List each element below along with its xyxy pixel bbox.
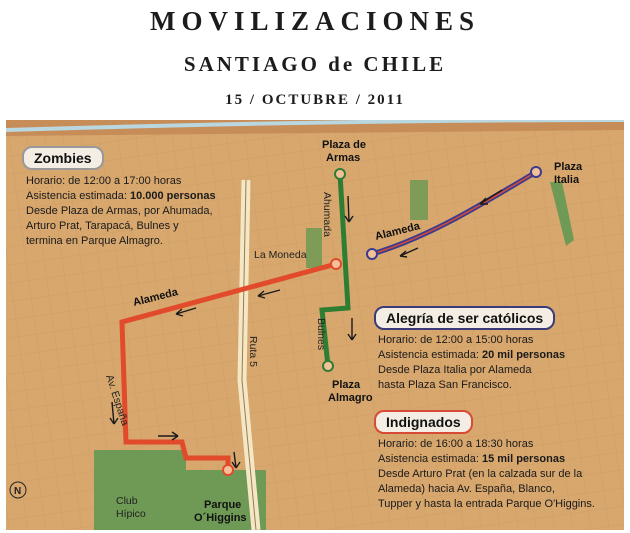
catolicos-route-2: hasta Plaza San Francisco. <box>378 379 512 391</box>
zombies-route-2: Arturo Prat, Tarapacá, Bulnes y <box>26 220 179 232</box>
label-plaza-armas: Plaza de Armas <box>322 139 367 164</box>
indignados-attendance: Asistencia estimada: 15 mil personas <box>378 453 566 465</box>
plaza-italia-marker <box>531 167 541 177</box>
indignados-route-3: Tupper y hasta la entrada Parque O'Higgins. <box>378 498 595 510</box>
catolicos-end-marker <box>367 249 377 259</box>
subtitle-city: SANTIAGO de CHILE <box>183 52 447 76</box>
label-plaza-almagro: Plaza Almagro <box>328 379 373 404</box>
zombies-route-1: Desde Plaza de Armas, por Ahumada, <box>26 205 213 217</box>
zombies-title: Zombies <box>22 146 104 170</box>
catolicos-info-box <box>374 306 614 393</box>
label-club-hipico: Club Hípico <box>116 495 146 520</box>
la-moneda-marker <box>331 259 341 269</box>
label-la-moneda: La Moneda <box>254 249 307 261</box>
plaza-armas-marker <box>335 169 345 179</box>
indignados-route-1: Desde Arturo Prat (en la calzada sur de la <box>378 468 583 480</box>
label-av-espana: Av. España <box>103 373 131 428</box>
zombies-attendance: Asistencia estimada: 10.000 personas <box>26 190 216 202</box>
label-ruta5: Ruta 5 <box>247 336 259 367</box>
label-bulnes: Bulnes <box>315 318 327 351</box>
date-line: 15 / OCTUBRE / 2011 <box>225 92 405 108</box>
zombies-route-3: termina en Parque Almagro. <box>26 235 163 247</box>
indignados-info-box <box>374 410 620 512</box>
indignados-schedule: Horario: de 16:00 a 18:30 horas <box>378 438 534 450</box>
label-alameda-west: Alameda <box>131 286 180 309</box>
indignados-route-2: Alameda) hacia Av. España, Blanco, <box>378 483 555 495</box>
indignados-title: Indignados <box>374 410 473 434</box>
title-movilizaciones: MOVILIZACIONES <box>149 6 481 36</box>
plaza-almagro-marker <box>323 361 333 371</box>
zombies-schedule: Horario: de 12:00 a 17:00 horas <box>26 175 182 187</box>
zombies-info-box <box>22 146 252 249</box>
catolicos-schedule: Horario: de 12:00 a 15:00 horas <box>378 334 534 346</box>
catolicos-title: Alegría de ser católicos <box>374 306 555 330</box>
catolicos-route-1: Desde Plaza Italia por Alameda <box>378 364 532 376</box>
label-parque-ohiggins: Parque O´Higgins <box>194 499 247 524</box>
label-plaza-italia: Plaza Italia <box>554 161 583 186</box>
label-ahumada: Ahumada <box>321 192 333 237</box>
label-alameda-east: Alameda <box>373 220 422 243</box>
catolicos-attendance: Asistencia estimada: 20 mil personas <box>378 349 566 361</box>
svg-text:N: N <box>14 486 22 497</box>
parque-ohiggins-marker <box>223 465 233 475</box>
